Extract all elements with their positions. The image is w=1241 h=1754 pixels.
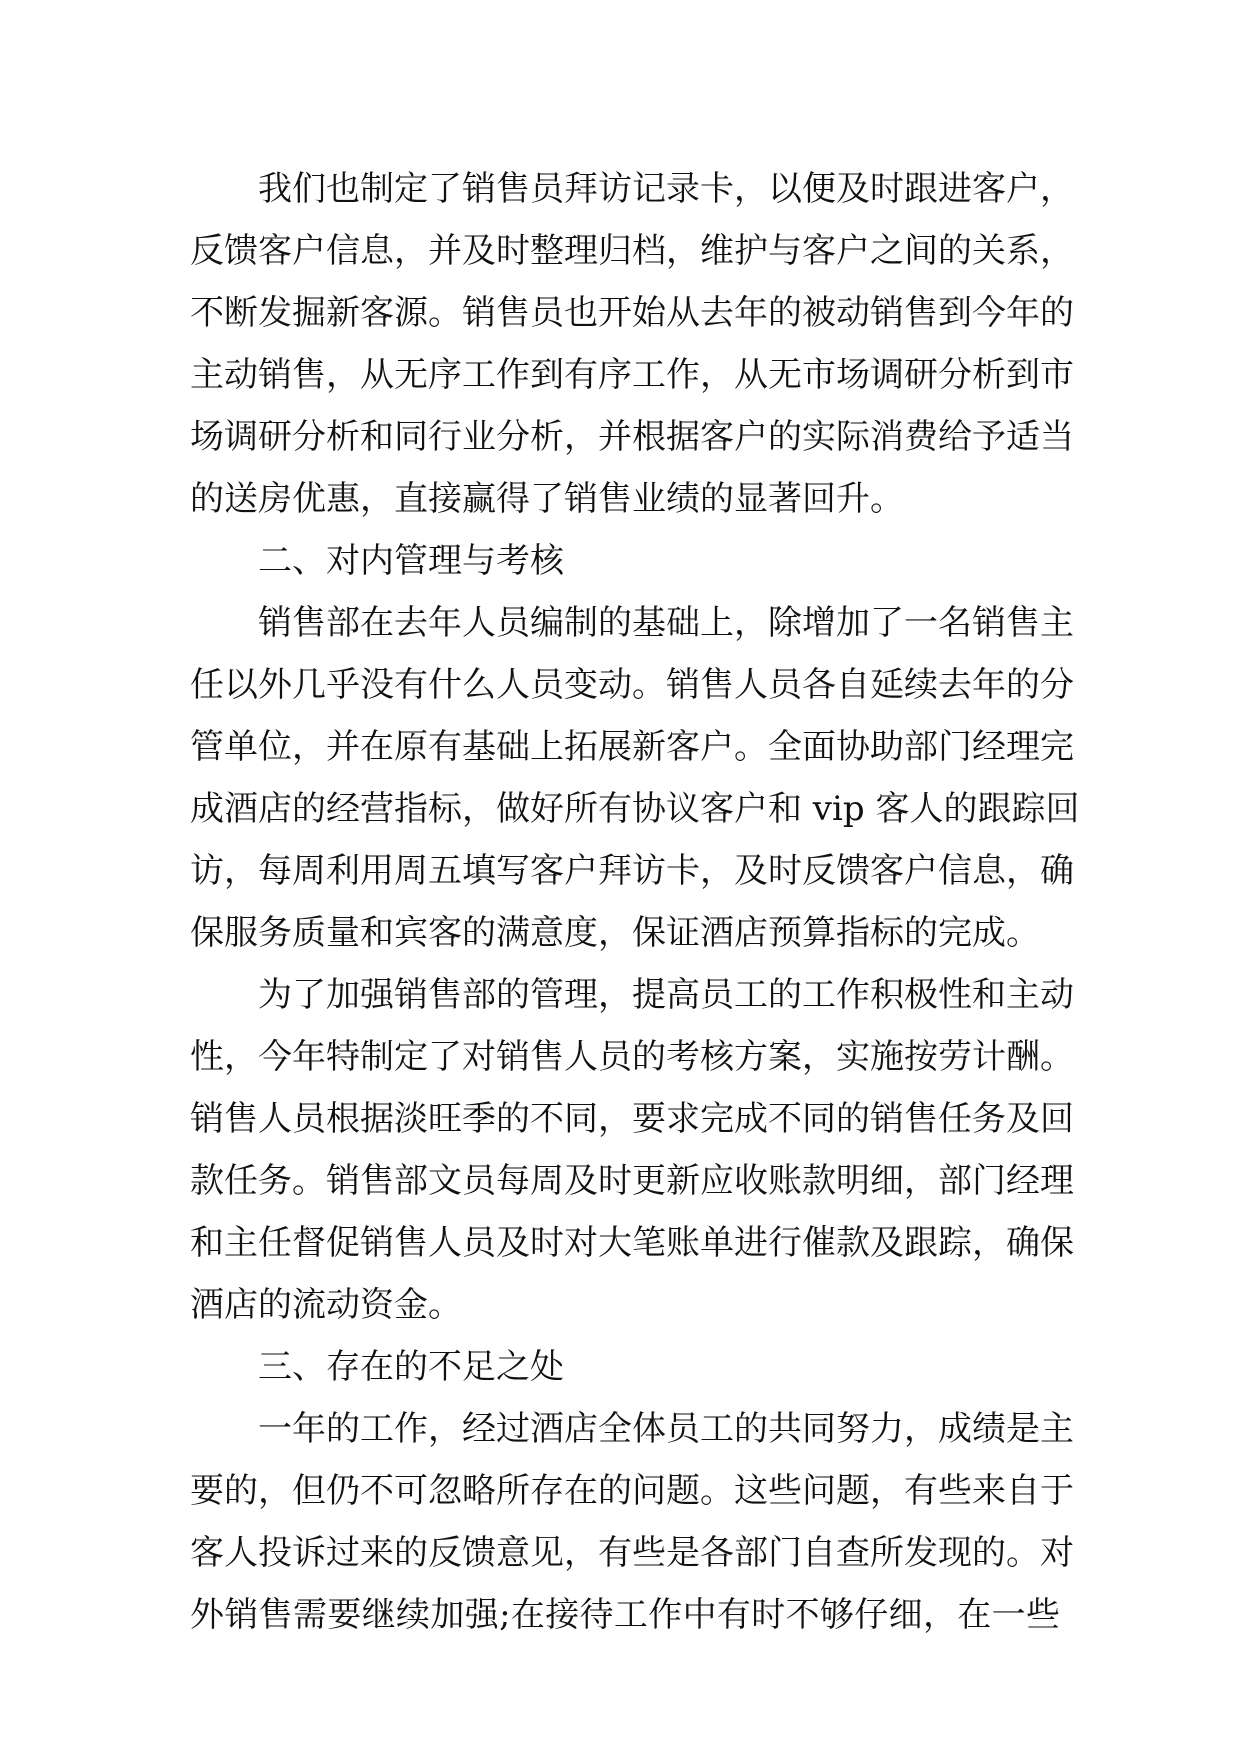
section-heading: 二、对内管理与考核 [258,541,564,581]
paragraph-line: 款任务。销售部文员每周及时更新应收账款明细，部门经理 [190,1161,1074,1201]
paragraph-line: 不断发掘新客源。销售员也开始从去年的被动销售到今年的 [190,293,1074,333]
paragraph-line: 成酒店的经营指标，做好所有协议客户和 vip 客人的跟踪回 [190,789,1080,829]
paragraph-line: 场调研分析和同行业分析，并根据客户的实际消费给予适当 [190,417,1074,457]
paragraph-line: 反馈客户信息，并及时整理归档，维护与客户之间的关系， [190,231,1074,271]
paragraph-line: 和主任督促销售人员及时对大笔账单进行催款及跟踪，确保 [190,1223,1074,1263]
paragraph-line: 主动销售，从无序工作到有序工作，从无市场调研分析到市 [190,355,1074,395]
paragraph-line: 我们也制定了销售员拜访记录卡，以便及时跟进客户， [258,169,1074,209]
paragraph-line: 客人投诉过来的反馈意见，有些是各部门自查所发现的。对 [190,1533,1074,1573]
paragraph-line: 管单位，并在原有基础上拓展新客户。全面协助部门经理完 [190,727,1074,767]
paragraph-line: 为了加强销售部的管理，提高员工的工作积极性和主动 [258,975,1074,1015]
paragraph-line: 销售人员根据淡旺季的不同，要求完成不同的销售任务及回 [190,1099,1074,1139]
paragraph-line: 销售部在去年人员编制的基础上，除增加了一名销售主 [258,603,1074,643]
document-body [190,158,1080,1646]
paragraph-line: 任以外几乎没有什么人员变动。销售人员各自延续去年的分 [190,665,1074,705]
paragraph-line: 要的，但仍不可忽略所存在的问题。这些问题，有些来自于 [190,1471,1074,1511]
paragraph-line: 的送房优惠，直接赢得了销售业绩的显著回升。 [190,479,904,519]
paragraph-line: 性，今年特制定了对销售人员的考核方案，实施按劳计酬。 [190,1037,1074,1077]
paragraph-line: 酒店的流动资金。 [190,1285,462,1325]
paragraph-line: 一年的工作，经过酒店全体员工的共同努力，成绩是主 [258,1409,1074,1449]
paragraph-line: 外销售需要继续加强;在接待工作中有时不够仔细，在一些 [190,1595,1060,1635]
section-heading: 三、存在的不足之处 [258,1347,564,1387]
paragraph-line: 保服务质量和宾客的满意度，保证酒店预算指标的完成。 [190,913,1040,953]
paragraph-line: 访，每周利用周五填写客户拜访卡，及时反馈客户信息，确 [190,851,1074,891]
